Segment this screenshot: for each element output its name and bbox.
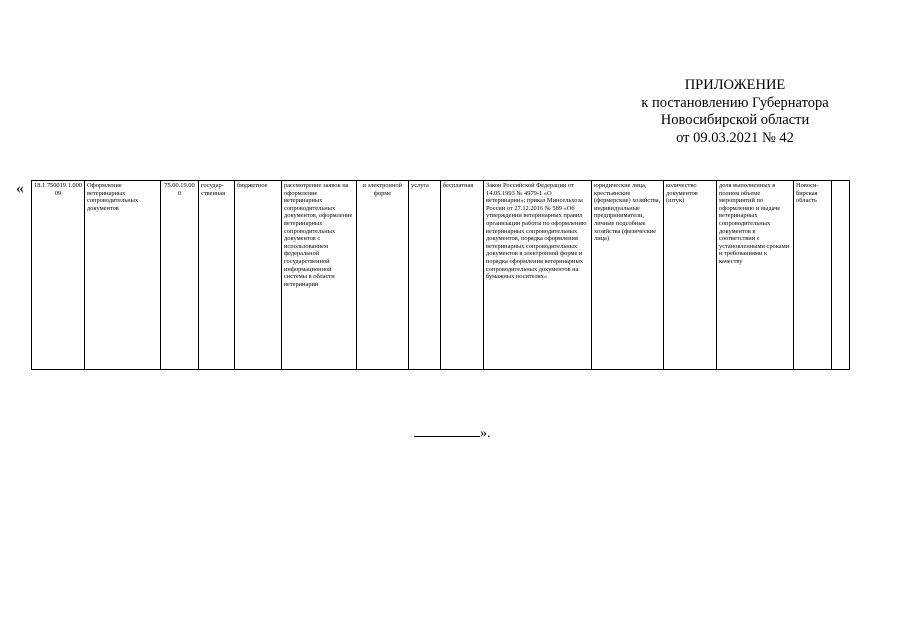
cell-consumers: юридические лица, крестьянские (фермерские) хозяйства, индивидуальные предприниматели, личные подсобные хозяйства (физические лица) [592,181,664,370]
closing-line [414,424,491,442]
cell-quality-indicator: доля выполненных в полном объеме мероприятий по оформлению и выдаче ветеринарных сопроводительных документов в соответствии с установленными сроками и требованиями к качеству [717,181,794,370]
cell-okved-code: 75.00.19.000 [161,181,199,370]
cell-service-content: рассмотрение заявок на оформление ветеринарных сопроводительных документов, оформление ветеринарных сопроводительных документов с использованием федеральной государственной информационной системы в области ветеринарии [282,181,357,370]
cell-kind: услуга [409,181,441,370]
cell-service-name: Оформление ветеринарных сопроводительных документов [85,181,161,370]
closing-quote: ». [480,426,491,441]
cell-registry-number: 18.1.750019.1.00009 [32,181,85,370]
registry-table [31,180,850,370]
cell-empty [832,181,850,370]
cell-region: Новоси-бирская область [794,181,832,370]
document-header [600,77,870,147]
header-line-date-number: от 09.03.2021 № 42 [676,129,794,146]
cell-service-type: государ-ственная [199,181,235,370]
cell-legal-basis: Закон Российской Федерации от 14.05.1993 № 4979-1 «О ветеринарии»; приказ Минсельхоза России от 27.12.2016 № 589 «Об утверждении ветеринарных правил организации работы по оформлению ветеринарных сопроводительных документов, порядка оформления ветеринарных сопроводительных документов в электронной форме и порядка оформления ветеринарных сопроводительных документов на бумажных носителях» [484,181,592,370]
header-title: ПРИЛОЖЕНИЕ [684,77,786,93]
cell-volume-indicator: количество документов (штук) [664,181,717,370]
underline-blank [414,424,480,437]
table-row [32,181,850,370]
header-line-region: Новосибирской области [660,112,810,128]
opening-quote: « [16,180,24,197]
cell-delivery-form: в электронной форме [357,181,409,370]
cell-institution-type: бюджетное [235,181,282,370]
cell-payment: бесплатная [441,181,484,370]
header-line-resolution: к постановлению Губернатора [641,94,829,111]
